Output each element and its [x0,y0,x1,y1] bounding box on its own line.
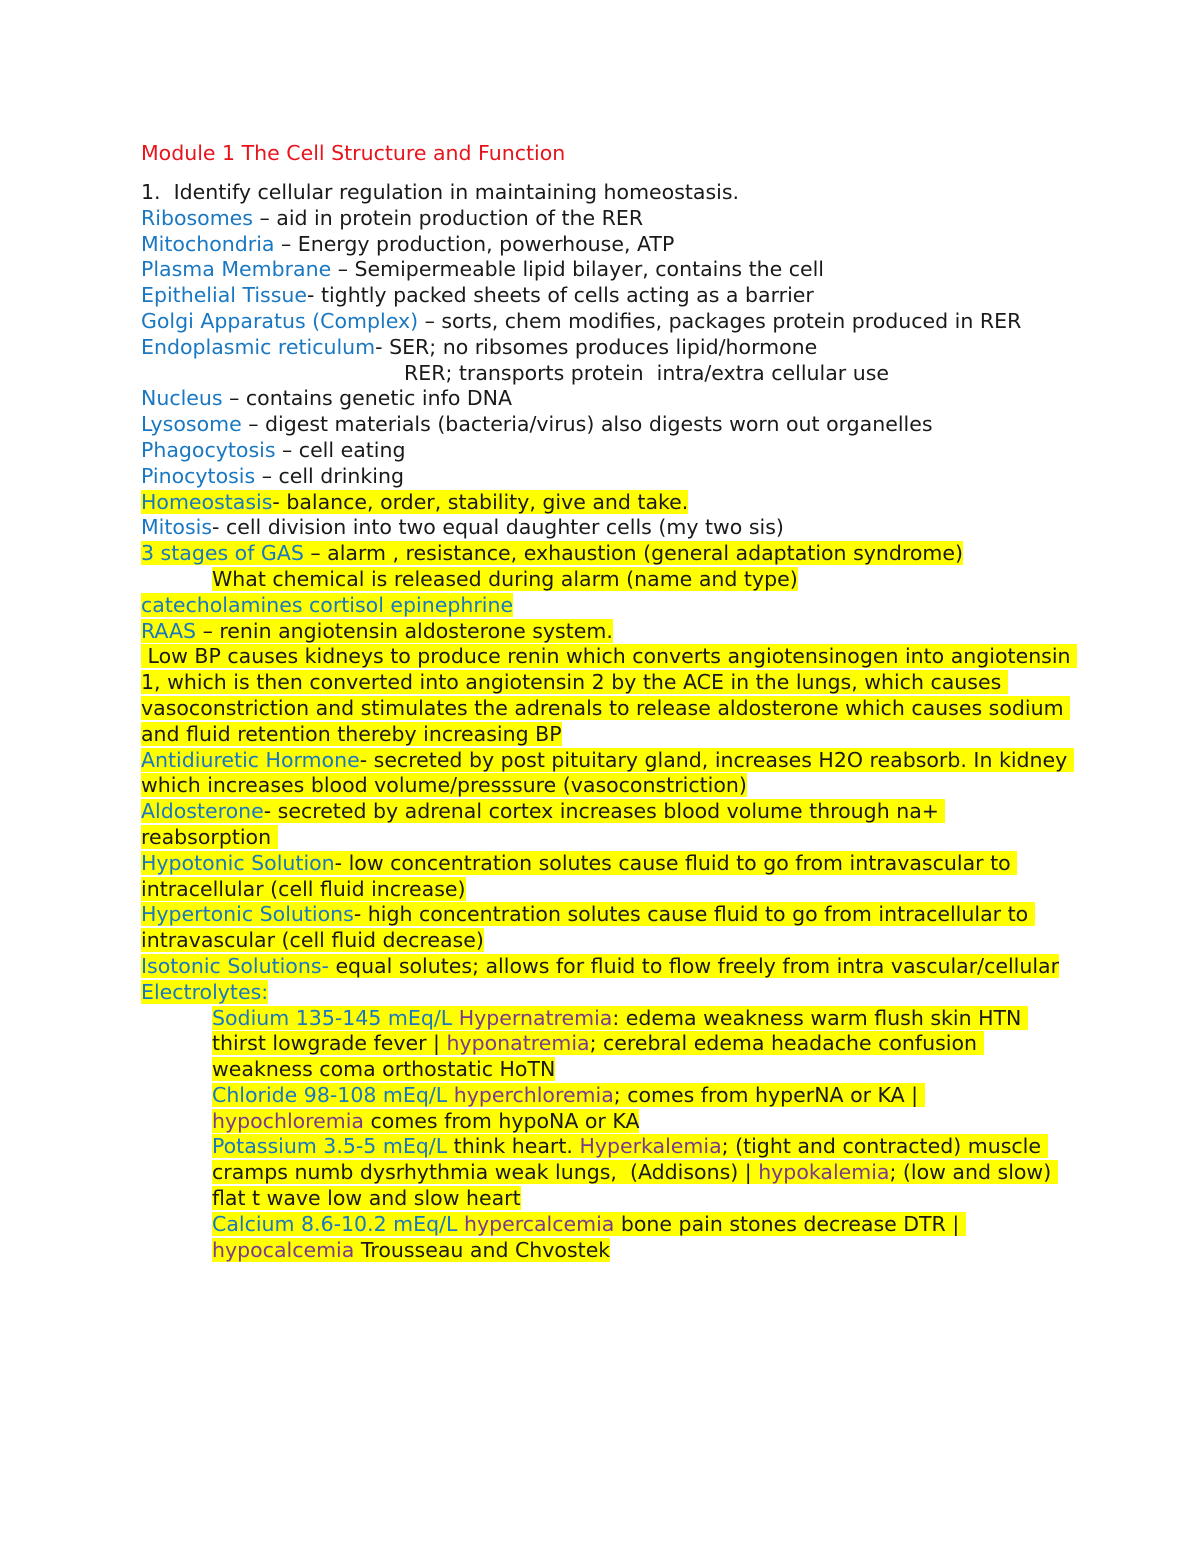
term-label: Mitochondria [141,231,275,256]
term-definition: – contains genetic info DNA [222,386,513,411]
term-definition: – Semipermeable lipid bilayer, contains the cell [331,257,825,282]
term-ribosomes [141,206,1071,232]
gas-answer: catecholamines cortisol epinephrine [141,592,514,617]
term-label: RAAS [141,618,197,643]
hyper-label: hypercalcemia [463,1211,615,1236]
term-pinocytosis [141,464,1071,490]
hyper-desc: ; comes from hyperNA or KA | [613,1082,925,1107]
term-label: Golgi Apparatus (Complex) [141,308,419,333]
term-er-rer: RER; transports protein intra/extra cellular use [404,360,889,385]
term-golgi-apparatus [141,309,1071,335]
electrolytes-heading: Electrolytes: [141,979,269,1004]
term-definition: - balance, order, stability, give and take. [272,489,689,514]
term-epithelial-tissue [141,283,1071,309]
term-endoplasmic-reticulum [141,335,1071,361]
term-definition: – aid in protein production of the RER [252,205,644,230]
electrolyte-name: Calcium 8.6-10.2 mEq/L [212,1211,458,1236]
electrolyte-calcium [141,1212,1071,1264]
term-hypotonic [141,851,1071,903]
hyper-desc: bone pain stones decrease DTR | [614,1211,966,1236]
term-gas [141,541,1071,567]
term-label: Isotonic Solutions- [141,953,329,978]
term-aldosterone [141,799,1071,851]
term-label: Endoplasmic reticulum [141,334,376,359]
term-definition: - cell division into two equal daughter cells (my two sis) [212,515,784,540]
raas-detail: Low BP causes kidneys to produce renin which converts angiotensinogen into angiotensin 1, which is then converted into angiotensin 2 by the ACE in the lungs, which causes vasoconstriction and stimulates the adrenals to release aldosterone which causes sodium and fluid retention thereby increasing BP [141,644,1078,746]
term-label: Lysosome [141,412,242,437]
term-plasma-membrane [141,257,1071,283]
document-page [141,138,1078,1263]
electrolyte-name: Potassium 3.5-5 mEq/L [212,1134,448,1159]
term-lysosome [141,412,1071,438]
hypo-label: hypochloremia [212,1108,364,1133]
hypo-desc: comes from hypoNA or KA [364,1108,640,1133]
term-adh [141,747,1074,800]
electrolyte-chloride [141,1083,1071,1135]
term-homeostasis [141,490,1071,516]
term-label: Phagocytosis [141,437,276,462]
objective: 1. Identify cellular regulation in maintaining homeostasis. [141,180,740,204]
electrolyte-name: Chloride 98-108 mEq/L [212,1082,448,1107]
hypo-label: hyponatremia [446,1031,590,1056]
term-definition: – renin angiotensin aldosterone system. [196,618,613,643]
term-label: Ribosomes [141,205,253,230]
term-definition: equal solutes; allows for fluid to flow freely from intra vascular/cellular [328,953,1060,978]
electrolyte-name: Sodium 135-145 mEq/L [212,1005,453,1030]
term-definition: – sorts, chem modifies, packages protein produced in RER [418,308,1022,333]
term-nucleus [141,386,1071,412]
term-label: Homeostasis [141,489,273,514]
hypo-label: hypokalemia [758,1160,890,1185]
hypo-desc: ; (low and slow) flat t wave low and slow heart [212,1160,1058,1211]
term-label: Nucleus [141,386,223,411]
hypo-label: hypocalcemia [212,1237,355,1262]
term-definition: – alarm , resistance, exhaustion (general adaptation syndrome) [303,541,963,566]
term-raas [141,619,1071,645]
hypo-desc: Trousseau and Chvostek [354,1237,611,1262]
term-isotonic [141,954,1071,980]
term-hypertonic [141,902,1071,954]
term-definition: – Energy production, powerhouse, ATP [274,231,675,256]
term-definition: - low concentration solutes cause fluid to go from intravascular to intracellular (cell fluid increase) [141,850,1018,901]
term-label: Antidiuretic Hormone [141,747,360,772]
term-definition: - secreted by post pituitary gland, increases H2O reabsorb. In kidney which increases blood volume/presssure (vasoconstriction) [141,747,1074,798]
term-label: Hypertonic Solutions [141,902,354,927]
term-label: Hypotonic Solution [141,850,335,875]
term-definition: – digest materials (bacteria/virus) also digests worn out organelles [241,412,933,437]
term-phagocytosis [141,438,1071,464]
gas-question: What chemical is released during alarm (name and type) [212,566,798,591]
term-definition: - high concentration solutes cause fluid to go from intracellular to intravascular (cell fluid decrease) [141,902,1035,953]
hypo-desc: ; cerebral edema headache confusion weakness coma orthostatic HoTN [212,1031,984,1082]
term-label: Mitosis [141,515,213,540]
electrolyte-potassium [141,1134,1071,1211]
electrolyte-pre: think heart. [447,1134,580,1159]
term-definition: – cell eating [275,437,406,462]
term-mitosis [141,515,1071,541]
term-definition: - secreted by adrenal cortex increases blood volume through na+ reabsorption [141,799,946,849]
hyper-label: Hypernatremia [458,1005,613,1030]
term-mitochondria [141,232,1071,258]
term-definition: - SER; no ribsomes produces lipid/hormone [375,334,818,359]
electrolyte-sodium [141,1006,1071,1083]
term-definition: – cell drinking [255,463,404,488]
term-label: Pinocytosis [141,463,256,488]
module-title: Module 1 The Cell Structure and Function [141,141,566,165]
hyper-label: Hyperkalemia [579,1134,722,1159]
hyper-desc: ; (tight and contracted) muscle cramps numb dysrhythmia weak lungs, (Addisons) | [212,1134,1048,1185]
hyper-label: hyperchloremia [453,1082,614,1107]
term-label: 3 stages of GAS [141,541,304,566]
term-definition: - tightly packed sheets of cells acting as a barrier [307,283,814,308]
term-label: Aldosterone [141,799,264,824]
term-label: Epithelial Tissue [141,283,308,308]
term-label: Plasma Membrane [141,257,332,282]
hyper-desc: : edema weakness warm flush skin HTN thirst lowgrade fever | [212,1005,1028,1056]
